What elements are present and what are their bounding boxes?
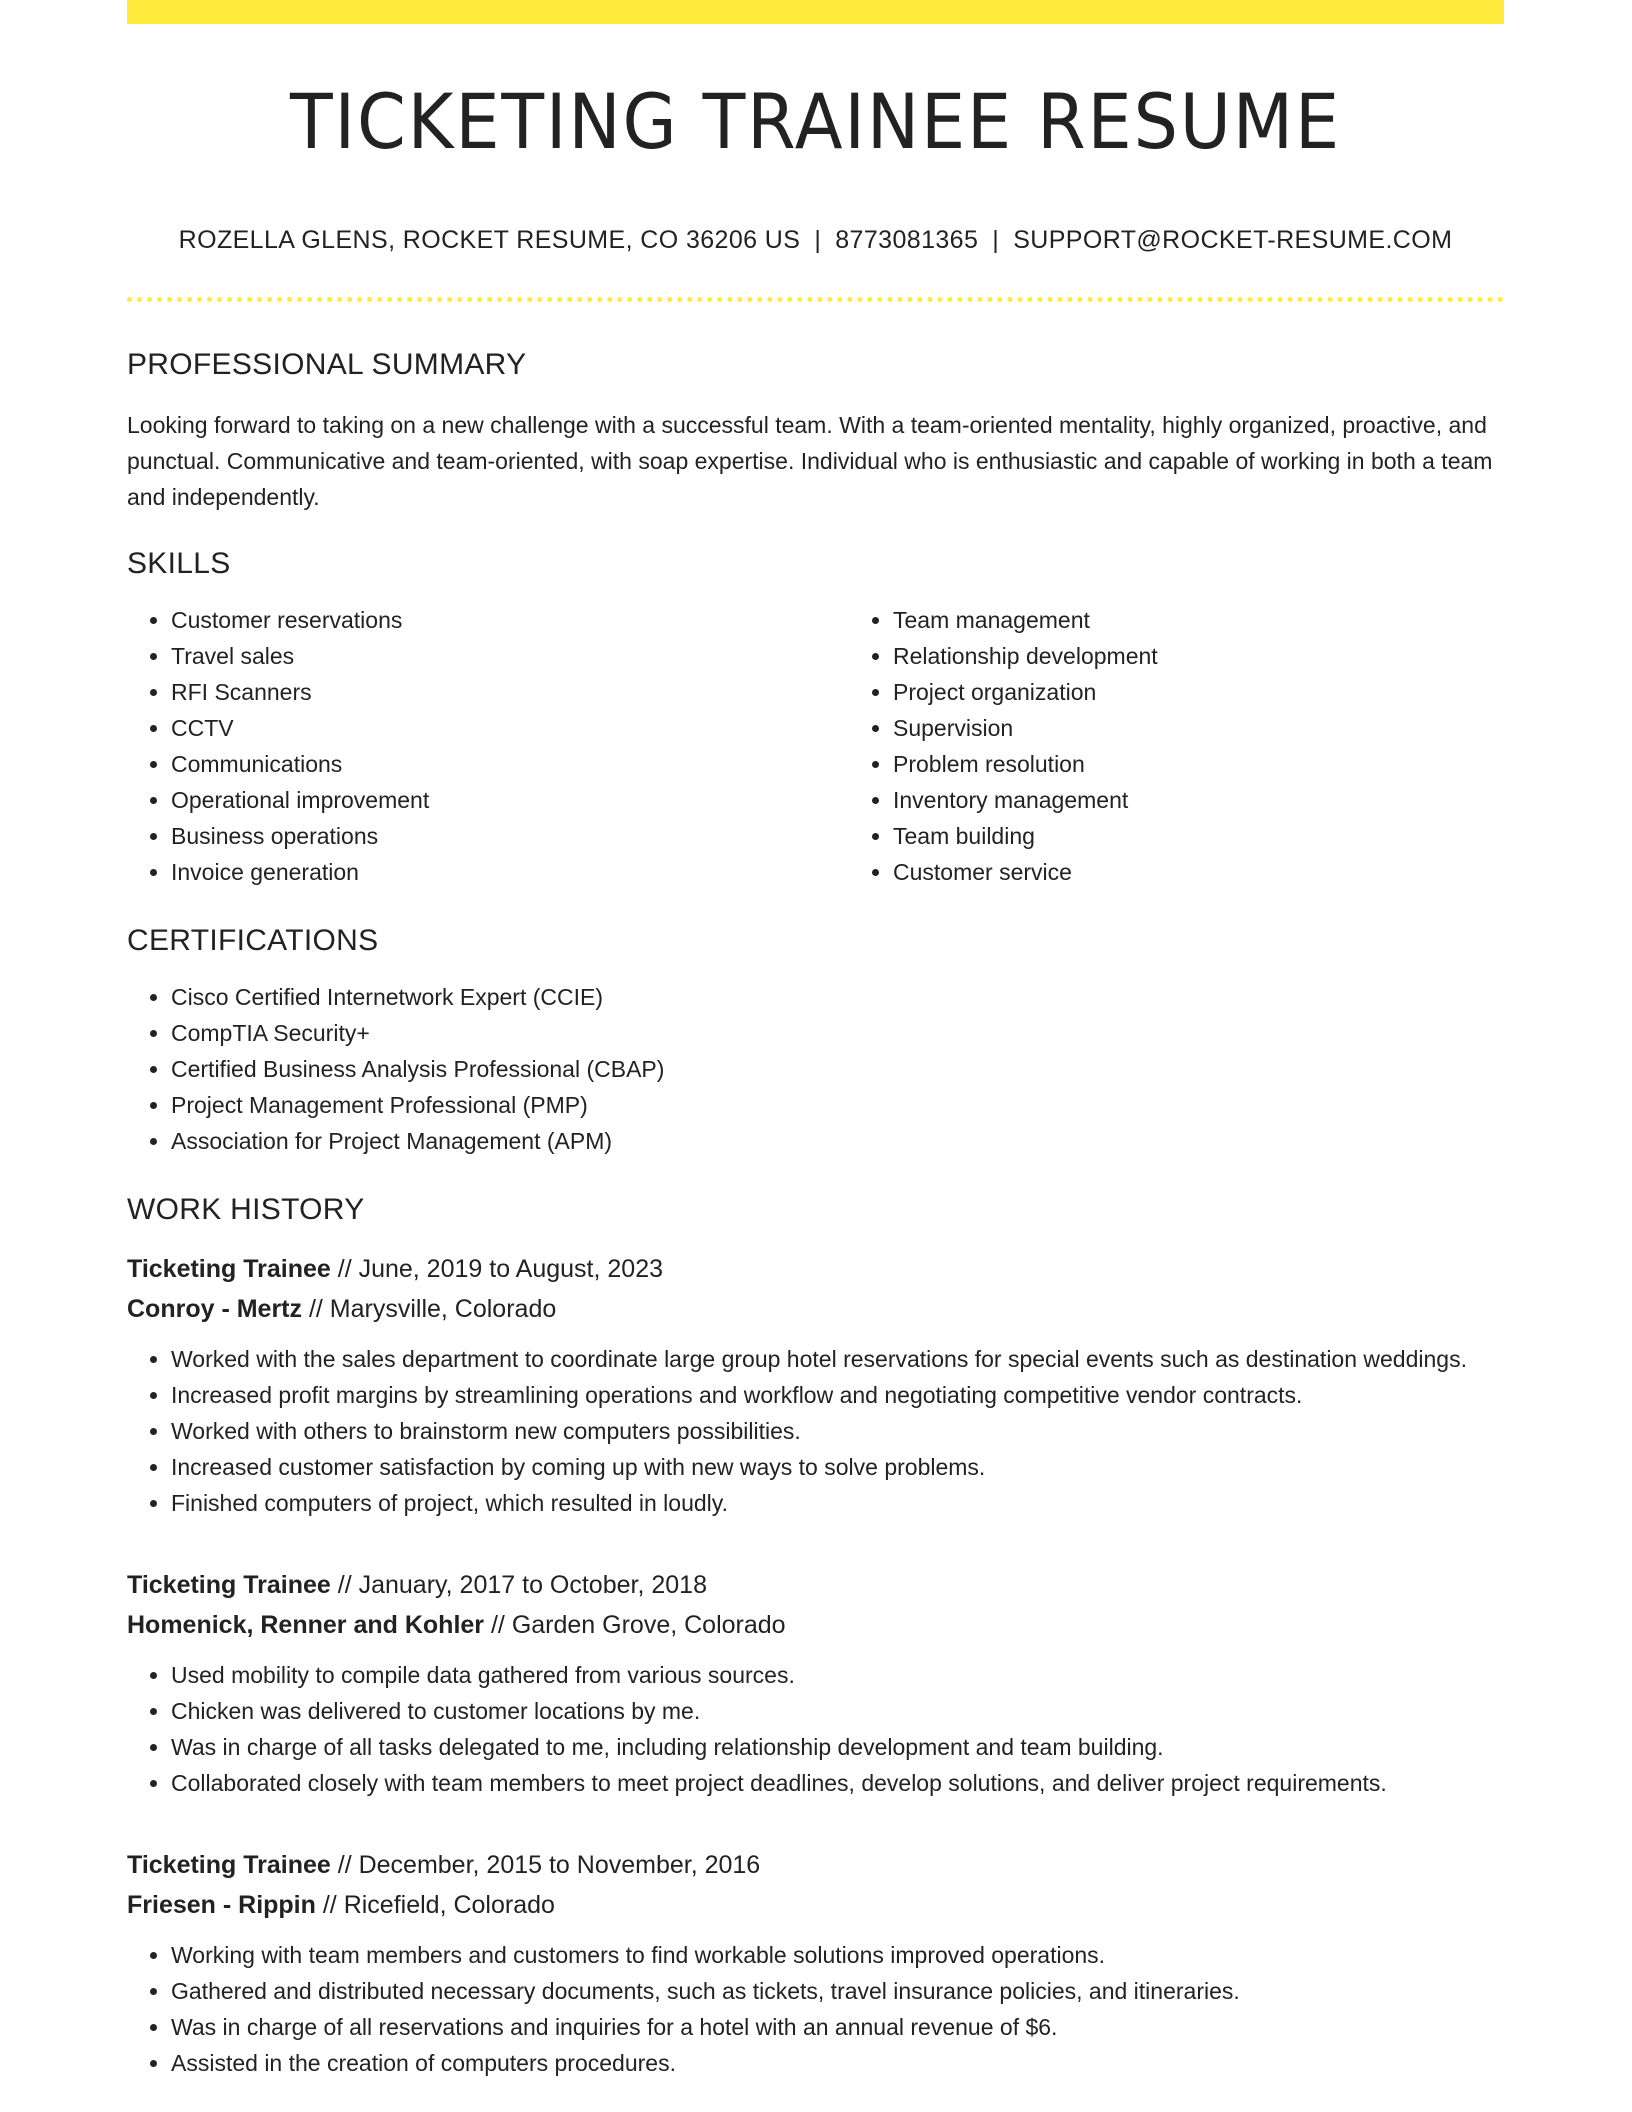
list-item: • CCTV	[171, 710, 849, 746]
jobs-container	[127, 1249, 1504, 2081]
skills-section	[127, 549, 1504, 890]
job-company-line	[127, 1289, 1504, 1329]
job-bullet: • Was in charge of all reservations and inquiries for a hotel with an annual revenue of $6.	[171, 2009, 1504, 2045]
list-item: • Team management	[893, 602, 1571, 638]
resume-title: TICKETING TRAINEE RESUME	[289, 77, 1342, 166]
job-bullet: • Used mobility to compile data gathered from various sources.	[171, 1657, 1504, 1693]
job-bullet: • Was in charge of all tasks delegated to me, including relationship development and team building.	[171, 1729, 1504, 1765]
skills-list-left	[127, 602, 849, 890]
skills-list-right	[849, 602, 1571, 890]
list-item: • Project Management Professional (PMP)	[171, 1087, 1504, 1123]
job-bullet: • Finished computers of project, which resulted in loudly.	[171, 1485, 1504, 1521]
summary-section	[127, 350, 1504, 515]
job-company: Conroy - Mertz	[127, 1295, 302, 1323]
job-entry	[127, 1565, 1504, 1801]
list-item: • Project organization	[893, 674, 1571, 710]
dotted-divider	[127, 297, 1504, 302]
list-item: • Inventory management	[893, 782, 1571, 818]
job-company-line	[127, 1885, 1504, 1925]
list-item: • Operational improvement	[171, 782, 849, 818]
list-item: • Customer reservations	[171, 602, 849, 638]
list-item: • Relationship development	[893, 638, 1571, 674]
job-title-line	[127, 1845, 1504, 1885]
accent-top-bar	[127, 0, 1504, 24]
job-location: // Garden Grove, Colorado	[484, 1611, 786, 1639]
work-history-section	[127, 1195, 1504, 2081]
list-item: • CompTIA Security+	[171, 1015, 1504, 1051]
certifications-list	[127, 979, 1504, 1159]
list-item: • Problem resolution	[893, 746, 1571, 782]
summary-heading: PROFESSIONAL SUMMARY	[127, 348, 527, 381]
contact-line	[127, 226, 1504, 255]
list-item: • Customer service	[893, 854, 1571, 890]
job-company: Homenick, Renner and Kohler	[127, 1611, 485, 1639]
list-item: • Team building	[893, 818, 1571, 854]
job-bullet: • Worked with the sales department to coordinate large group hotel reservations for special events such as destination weddings.	[171, 1341, 1504, 1377]
job-dates: // December, 2015 to November, 2016	[330, 1851, 761, 1879]
list-item: • RFI Scanners	[171, 674, 849, 710]
job-bullet: • Worked with others to brainstorm new computers possibilities.	[171, 1413, 1504, 1449]
list-item: • Association for Project Management (APM)	[171, 1123, 1504, 1159]
job-bullets	[127, 1341, 1504, 1521]
certifications-heading: CERTIFICATIONS	[127, 924, 379, 957]
certifications-section	[127, 926, 1504, 1159]
job-bullet: • Increased profit margins by streamlining operations and workflow and negotiating competitive vendor contracts.	[171, 1377, 1504, 1413]
list-item: • Cisco Certified Internetwork Expert (CCIE)	[171, 979, 1504, 1015]
job-entry	[127, 1845, 1504, 2081]
job-location: // Ricefield, Colorado	[315, 1891, 555, 1919]
job-bullets	[127, 1937, 1504, 2081]
work-history-heading: WORK HISTORY	[127, 1193, 365, 1226]
job-bullet: • Chicken was delivered to customer locations by me.	[171, 1693, 1504, 1729]
list-item: • Business operations	[171, 818, 849, 854]
summary-text: Looking forward to taking on a new challenge with a successful team. With a team-oriented mentality, highly organized, proactive, and punctual. Communicative and team-oriented, with soap expertise. Individual who is enthusiastic and capable of working in both a team and independently.	[127, 412, 1493, 510]
job-title-line	[127, 1565, 1504, 1605]
job-dates: // June, 2019 to August, 2023	[330, 1255, 663, 1283]
contact-separator: |	[814, 226, 822, 254]
job-bullet: • Assisted in the creation of computers procedures.	[171, 2045, 1504, 2081]
list-item: • Supervision	[893, 710, 1571, 746]
contact-address: ROZELLA GLENS, ROCKET RESUME, CO 36206 US	[178, 226, 801, 254]
job-title: Ticketing Trainee	[127, 1255, 331, 1283]
contact-email: SUPPORT@ROCKET-RESUME.COM	[1013, 226, 1453, 254]
skills-heading: SKILLS	[127, 547, 231, 580]
job-location: // Marysville, Colorado	[302, 1295, 557, 1323]
job-bullet: • Gathered and distributed necessary documents, such as tickets, travel insurance policies, and itineraries.	[171, 1973, 1504, 2009]
job-company: Friesen - Rippin	[127, 1891, 316, 1919]
job-dates: // January, 2017 to October, 2018	[330, 1571, 707, 1599]
contact-phone: 8773081365	[835, 226, 979, 254]
job-title: Ticketing Trainee	[127, 1851, 331, 1879]
job-title-line	[127, 1249, 1504, 1289]
contact-separator: |	[992, 226, 1000, 254]
list-item: • Invoice generation	[171, 854, 849, 890]
job-entry	[127, 1249, 1504, 1521]
job-bullet: • Collaborated closely with team members to meet project deadlines, develop solutions, and deliver project requirements.	[171, 1765, 1504, 1801]
list-item: • Travel sales	[171, 638, 849, 674]
job-bullet: • Increased customer satisfaction by coming up with new ways to solve problems.	[171, 1449, 1504, 1485]
resume-page	[127, 0, 1504, 2081]
skills-grid	[127, 602, 1504, 890]
job-bullet: • Working with team members and customers to find workable solutions improved operations.	[171, 1937, 1504, 1973]
job-title: Ticketing Trainee	[127, 1571, 331, 1599]
list-item: • Certified Business Analysis Professional (CBAP)	[171, 1051, 1504, 1087]
list-item: • Communications	[171, 746, 849, 782]
job-bullets	[127, 1657, 1504, 1801]
job-company-line	[127, 1605, 1504, 1645]
